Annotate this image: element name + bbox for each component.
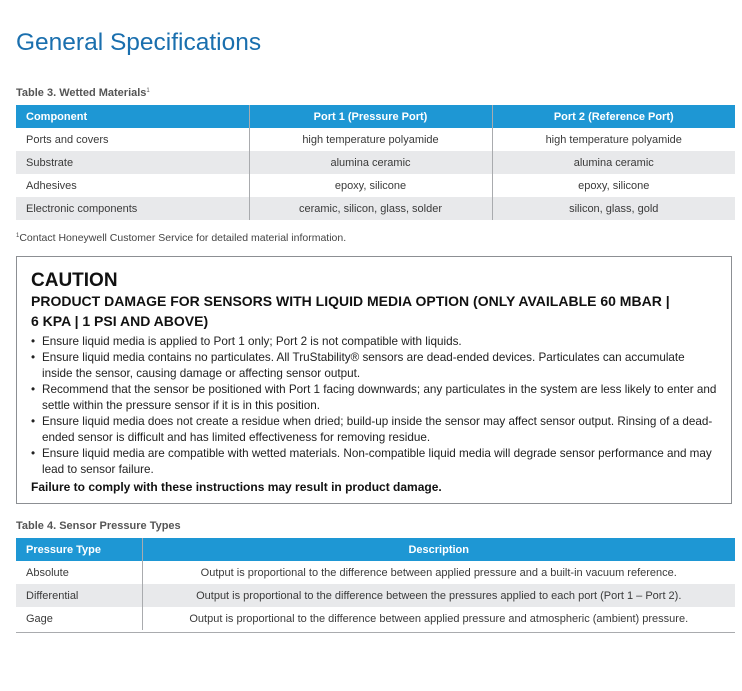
table3-cell: epoxy, silicone (578, 179, 650, 192)
table3-footnote (16, 232, 346, 244)
caution-bullet-text: Recommend that the sensor be positioned with Port 1 facing downwards; any particulates in the system are less likely to enter and settle within the pressure sensor if it is in this position. (42, 383, 717, 412)
table-row (16, 197, 735, 220)
caution-bullet-text: Ensure liquid media are compatible with wetted materials. Non-compatible liquid media will degrade sensor performance and may lead to sensor failure. (42, 447, 712, 476)
table4-header-row (16, 538, 735, 561)
caution-subtitle-line1: PRODUCT DAMAGE FOR SENSORS WITH LIQUID MEDIA OPTION (ONLY AVAILABLE 60 MBAR | (31, 293, 670, 309)
bullet-icon: • (31, 447, 36, 460)
caution-subtitle-line2: 6 KPA | 1 PSI AND ABOVE) (31, 313, 209, 329)
caution-bullet-text: Ensure liquid media contains no particulates. All TruStability® sensors are dead-ended devices. Particulates can accumulate inside the sensor, causing damage or affecting sensor output. (42, 351, 685, 380)
table-row (16, 584, 735, 607)
table3-cell: ceramic, silicon, glass, solder (249, 197, 492, 220)
table3-cell: high temperature polyamide (249, 128, 492, 151)
bullet-icon: • (31, 351, 36, 364)
table4-cell: Output is proportional to the difference between the pressures applied to each port (Port 1 – Port 2). (142, 584, 735, 607)
table4-cell: Differential (16, 584, 142, 607)
table4-cell: Absolute (16, 561, 142, 584)
table3-header-component: Component (16, 105, 249, 128)
list-item (31, 334, 717, 350)
pressure-types-table (16, 538, 735, 630)
caution-title: CAUTION (31, 270, 118, 291)
list-item (31, 414, 717, 446)
table-row (16, 151, 735, 174)
table3-header-row (16, 105, 735, 128)
table4-cell: Gage (16, 607, 142, 630)
table-row (16, 128, 735, 151)
table3-header-port2: Port 2 (Reference Port) (492, 105, 735, 128)
caution-bullet-text: Ensure liquid media does not create a residue when dried; build-up inside the sensor may affect sensor output. Rinsing of a dead-ended sensor is difficult and has limited effectiveness for removing residue. (42, 415, 713, 444)
bullet-icon: • (31, 335, 36, 348)
table3-cell: alumina ceramic (249, 151, 492, 174)
table3-cell: Adhesives (16, 174, 249, 197)
page-title: General Specifications (16, 29, 262, 57)
table3-cell: silicon, glass, gold (492, 197, 735, 220)
table3-footnote-sup: 1 (16, 233, 20, 239)
bullet-icon: • (31, 415, 36, 428)
table4-cell: Output is proportional to the difference between applied pressure and atmospheric (ambient) pressure. (189, 612, 689, 625)
table3-header-port1: Port 1 (Pressure Port) (249, 105, 492, 128)
list-item (31, 446, 717, 478)
caution-box (16, 256, 732, 504)
table-row (16, 174, 735, 197)
list-item (31, 350, 717, 382)
list-item (31, 382, 717, 414)
table3-caption-sup: 1 (146, 88, 150, 94)
table3-cell: Ports and covers (16, 128, 249, 151)
table-row (16, 561, 735, 584)
caution-bullet-list (31, 334, 717, 478)
wetted-materials-table (16, 105, 735, 220)
table3-cell: Substrate (16, 151, 249, 174)
table3-footnote-text: Contact Honeywell Customer Service for detailed material information. (19, 232, 347, 244)
table4-header-type: Pressure Type (16, 538, 142, 561)
table3-caption (16, 87, 150, 99)
table3-cell: Electronic components (16, 197, 249, 220)
bullet-icon: • (31, 383, 36, 396)
table3-cell: epoxy, silicone (249, 174, 492, 197)
table3-cell: alumina ceramic (492, 151, 735, 174)
table4-cell: Output is proportional to the difference between applied pressure and a built-in vacuum reference. (200, 566, 677, 579)
table-row (16, 607, 735, 630)
table3-cell: high temperature polyamide (545, 133, 682, 146)
table4-bottom-rule (16, 632, 735, 633)
caution-warning: Failure to comply with these instructions may result in product damage. (31, 480, 442, 494)
table3-caption-text: Table 3. Wetted Materials (16, 87, 147, 99)
table4-caption: Table 4. Sensor Pressure Types (16, 520, 181, 532)
table4-header-description: Description (142, 538, 735, 561)
caution-bullet-text: Ensure liquid media is applied to Port 1 only; Port 2 is not compatible with liquids. (42, 335, 462, 348)
